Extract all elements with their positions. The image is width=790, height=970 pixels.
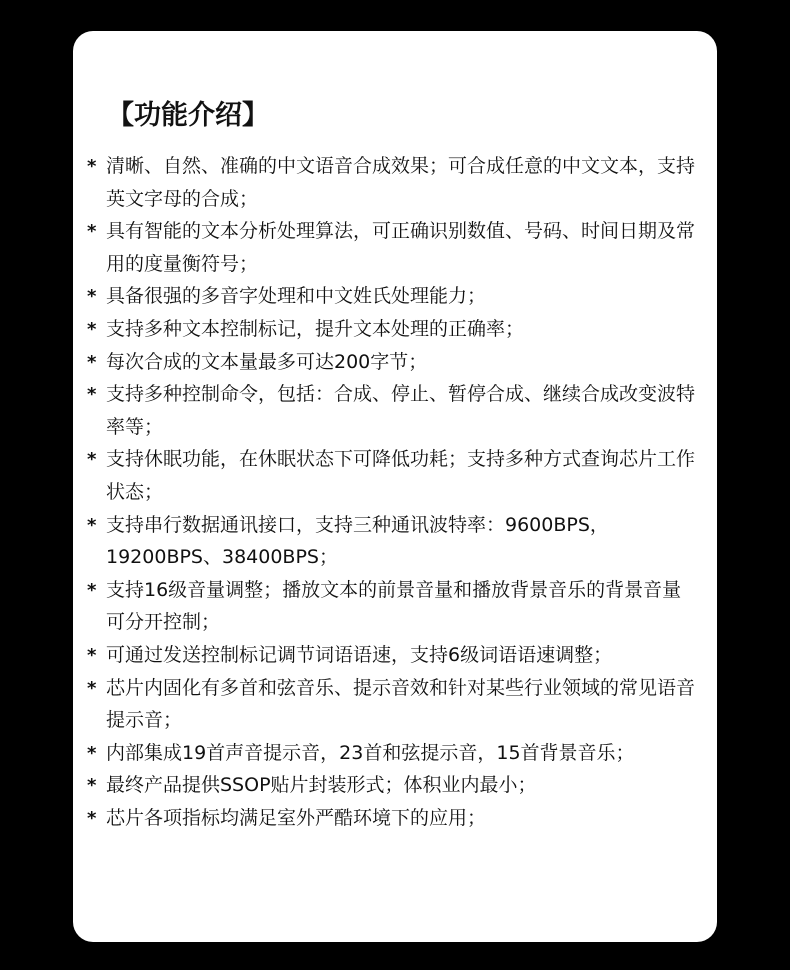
feature-text: 支持16级音量调整；播放文本的前景音量和播放背景音乐的背景音量可分开控制；: [106, 578, 682, 634]
list-item: [87, 346, 697, 379]
list-item: [87, 150, 697, 215]
feature-text: 支持多种文本控制标记，提升文本处理的正确率；: [106, 317, 525, 340]
bullet-icon: *: [87, 351, 97, 373]
bullet-icon: *: [87, 514, 97, 536]
list-item: [87, 509, 697, 574]
feature-text: 内部集成19首声音提示音，23首和弦提示音，15首背景音乐；: [106, 741, 635, 764]
feature-text: 支持休眠功能，在休眠状态下可降低功耗；支持多种方式查询芯片工作状态；: [106, 448, 696, 503]
list-item: [87, 378, 697, 443]
bullet-icon: *: [87, 221, 97, 243]
list-item: [87, 215, 697, 280]
feature-text: 具备很强的多音字处理和中文姓氏处理能力；: [106, 285, 487, 308]
feature-text: 芯片各项指标均满足室外严酷环境下的应用；: [106, 806, 487, 829]
bullet-icon: *: [87, 156, 97, 177]
bullet-icon: *: [87, 677, 97, 699]
feature-list: [87, 150, 697, 834]
bullet-icon: *: [87, 318, 97, 340]
list-item: [87, 639, 697, 672]
list-item: [87, 802, 697, 835]
feature-text: 芯片内固化有多首和弦音乐、提示音效和针对某些行业领域的常见语音提示音；: [106, 676, 696, 732]
list-item: [87, 672, 697, 737]
bullet-icon: *: [87, 579, 97, 601]
list-item: [87, 313, 697, 346]
bullet-icon: *: [87, 286, 97, 308]
bullet-icon: *: [87, 775, 97, 797]
feature-text: 支持串行数据通讯接口，支持三种通讯波特率：9600BPS，19200BPS、38400BPS；: [106, 513, 609, 569]
feature-text: 清晰、自然、准确的中文语音合成效果；可合成任意的中文文本，支持英文字母的合成；: [106, 155, 696, 210]
feature-text: 每次合成的文本量最多可达200字节；: [106, 350, 428, 373]
section-title: 【功能介绍】: [107, 100, 269, 131]
feature-text: 具有智能的文本分析处理算法，可正确识别数值、号码、时间日期及常用的度量衡符号；: [106, 220, 696, 275]
bullet-icon: *: [87, 449, 97, 471]
list-item: [87, 574, 697, 639]
list-item: [87, 737, 697, 770]
bullet-icon: *: [87, 742, 97, 764]
feature-text: 最终产品提供SSOP贴片封装形式；体积业内最小；: [106, 774, 537, 797]
list-item: [87, 280, 697, 313]
bullet-icon: *: [87, 644, 97, 666]
feature-card: [73, 31, 717, 942]
list-item: [87, 769, 697, 802]
bullet-icon: *: [87, 384, 97, 406]
list-item: [87, 443, 697, 508]
feature-text: 可通过发送控制标记调节词语语速，支持6级词语语速调整；: [106, 643, 613, 666]
bullet-icon: *: [87, 807, 97, 829]
feature-text: 支持多种控制命令，包括：合成、停止、暂停合成、继续合成改变波特率等；: [106, 383, 696, 438]
